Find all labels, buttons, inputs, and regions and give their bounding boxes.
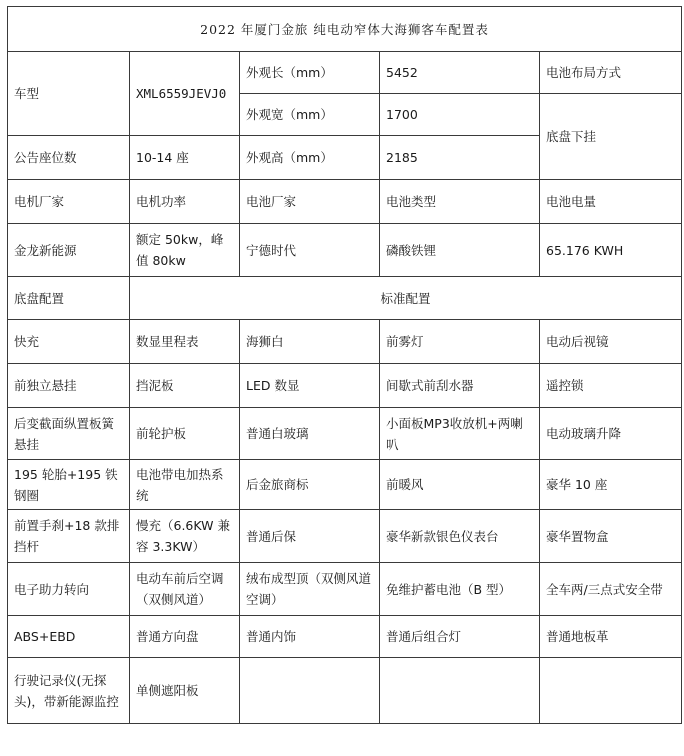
- cell-r12-c5: 全车两/三点式安全带: [540, 563, 682, 616]
- cell-r11-c5: 豪华置物盒: [540, 510, 682, 563]
- cell-r9-c2: 前轮护板: [130, 408, 240, 460]
- table-title: 2022 年厦门金旅 纯电动窄体大海狮客车配置表: [8, 7, 682, 52]
- cell-r9-c4: 小面板MP3收放机+两喇叭: [380, 408, 540, 460]
- cell-r7-c5: 电动后视镜: [540, 320, 682, 364]
- cell-r10-c2: 电池带电加热系统: [130, 460, 240, 510]
- cell-r3-c4: 2185: [380, 136, 540, 180]
- cell-r10-c1: 195 轮胎+195 铁钢圈: [8, 460, 130, 510]
- cell-r11-c2: 慢充（6.6KW 兼容 3.3KW）: [130, 510, 240, 563]
- cell-r14-c2: 单侧遮阳板: [130, 658, 240, 724]
- cell-r8-c3: LED 数显: [240, 364, 380, 408]
- cell-r13-c4: 普通后组合灯: [380, 616, 540, 658]
- cell-r1-c2: XML6559JEVJ0: [130, 52, 240, 136]
- cell-r3-c2: 10-14 座: [130, 136, 240, 180]
- cell-r8-c5: 遥控锁: [540, 364, 682, 408]
- cell-r8-c2: 挡泥板: [130, 364, 240, 408]
- cell-r5-c5: 65.176 KWH: [540, 224, 682, 277]
- cell-r14-c3: [240, 658, 380, 724]
- config-table: [7, 6, 682, 724]
- cell-r2-c3: 外观宽（mm）: [240, 94, 380, 136]
- cell-r10-c3: 后金旅商标: [240, 460, 380, 510]
- cell-r4-c2: 电机功率: [130, 180, 240, 224]
- cell-r11-c1: 前置手刹+18 款排挡杆: [8, 510, 130, 563]
- cell-r11-c4: 豪华新款银色仪表台: [380, 510, 540, 563]
- cell-r9-c1: 后变截面纵置板簧悬挂: [8, 408, 130, 460]
- cell-r9-c3: 普通白玻璃: [240, 408, 380, 460]
- cell-r4-c5: 电池电量: [540, 180, 682, 224]
- cell-r14-c1: 行驶记录仪(无探头)，带新能源监控: [8, 658, 130, 724]
- cell-r6-c1: 底盘配置: [8, 277, 130, 320]
- cell-r13-c3: 普通内饰: [240, 616, 380, 658]
- cell-r2-c5: 底盘下挂: [540, 94, 682, 180]
- cell-r5-c1: 金龙新能源: [8, 224, 130, 277]
- cell-r5-c2: 额定 50kw，峰值 80kw: [130, 224, 240, 277]
- cell-r10-c4: 前暖风: [380, 460, 540, 510]
- cell-r9-c5: 电动玻璃升降: [540, 408, 682, 460]
- cell-r3-c1: 公告座位数: [8, 136, 130, 180]
- cell-r13-c5: 普通地板革: [540, 616, 682, 658]
- cell-r2-c4: 1700: [380, 94, 540, 136]
- cell-r12-c2: 电动车前后空调（双侧风道）: [130, 563, 240, 616]
- cell-r11-c3: 普通后保: [240, 510, 380, 563]
- cell-r1-c3: 外观长（mm）: [240, 52, 380, 94]
- cell-r7-c4: 前雾灯: [380, 320, 540, 364]
- cell-r14-c4: [380, 658, 540, 724]
- cell-r3-c3: 外观高（mm）: [240, 136, 380, 180]
- cell-r13-c1: ABS+EBD: [8, 616, 130, 658]
- cell-r1-c1: 车型: [8, 52, 130, 136]
- cell-r8-c4: 间歇式前刮水器: [380, 364, 540, 408]
- cell-r4-c4: 电池类型: [380, 180, 540, 224]
- cell-r10-c5: 豪华 10 座: [540, 460, 682, 510]
- cell-r8-c1: 前独立悬挂: [8, 364, 130, 408]
- cell-r6-c2: 标准配置: [130, 277, 682, 320]
- cell-r4-c3: 电池厂家: [240, 180, 380, 224]
- cell-r12-c1: 电子助力转向: [8, 563, 130, 616]
- cell-r13-c2: 普通方向盘: [130, 616, 240, 658]
- cell-r5-c4: 磷酸铁锂: [380, 224, 540, 277]
- cell-r7-c2: 数显里程表: [130, 320, 240, 364]
- cell-r1-c4: 5452: [380, 52, 540, 94]
- cell-r7-c1: 快充: [8, 320, 130, 364]
- cell-r14-c5: [540, 658, 682, 724]
- cell-r1-c5: 电池布局方式: [540, 52, 682, 94]
- cell-r5-c3: 宁德时代: [240, 224, 380, 277]
- cell-r12-c4: 免维护蓄电池（B 型）: [380, 563, 540, 616]
- cell-r4-c1: 电机厂家: [8, 180, 130, 224]
- cell-r7-c3: 海狮白: [240, 320, 380, 364]
- cell-r12-c3: 绒布成型顶（双侧风道空调）: [240, 563, 380, 616]
